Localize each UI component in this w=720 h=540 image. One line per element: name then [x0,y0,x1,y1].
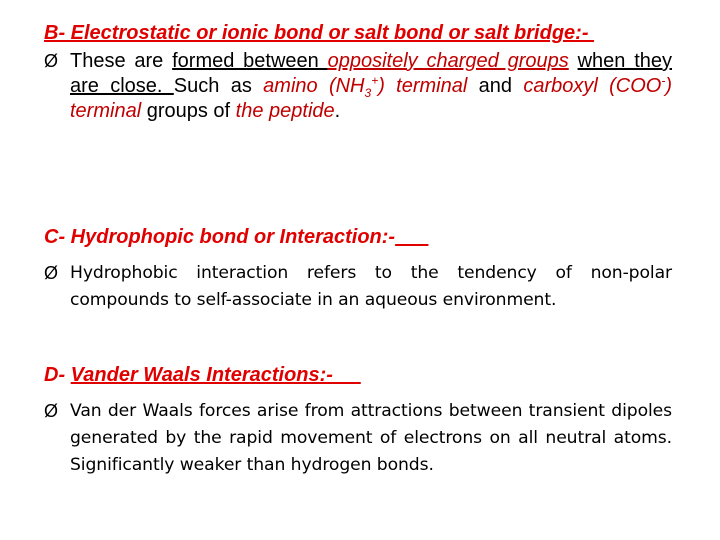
heading-underline-trail [395,226,428,248]
section-c [44,224,672,314]
section-d-bullet [44,398,672,479]
text-run-underlined: formed between [172,50,328,72]
section-d-heading [44,362,672,388]
section-c-bullet-text: Hydrophobic interaction refers to the tendency of non-polar compounds to self-associate in an aqueous environment. [70,263,672,310]
section-c-bullet [44,260,672,314]
section-b [44,20,672,124]
text-run: groups of [141,100,236,122]
text-run-emphasis: amino $(NH_3^+)$ terminal [263,73,468,100]
text-run-emphasis: oppositely charged groups [327,50,569,72]
arrow-bullet-icon: Ø [44,263,58,283]
heading-underline-trail [333,364,361,386]
arrow-bullet-icon: Ø [44,401,58,421]
arrow-bullet-icon: Ø [44,51,59,71]
text-run-emphasis: the peptide [235,100,335,122]
section-d-heading-text: Vander Waals Interactions:- [70,364,333,386]
subscript: 3 [364,86,372,100]
text-run: . [334,100,341,122]
text-run: These are [70,50,173,72]
text-run-underlined: when they are close. [70,50,673,97]
text-run: Such as [173,75,264,97]
section-d [44,362,672,479]
text-run-emphasis: carboxyl (COO-) terminal [70,73,673,122]
section-b-bullet [44,49,672,124]
section-c-heading [44,224,672,250]
section-b-heading-text: B- Electrostatic or ionic bond or salt bond or salt bridge:- [44,22,595,44]
section-d-bullet-text: Van der Waals forces arise from attractions between transient dipoles generated by the rapid movement of electrons on all neutral atoms. Significantly weaker than hydrogen bonds. [70,401,672,475]
text-run: and [467,75,524,97]
superscript: + [371,73,379,88]
section-c-heading-text: C- Hydrophopic bond or Interaction:- [44,226,396,248]
section-b-heading [44,20,672,46]
superscript: - [661,73,666,88]
section-d-heading-prefix: D- [44,364,71,386]
